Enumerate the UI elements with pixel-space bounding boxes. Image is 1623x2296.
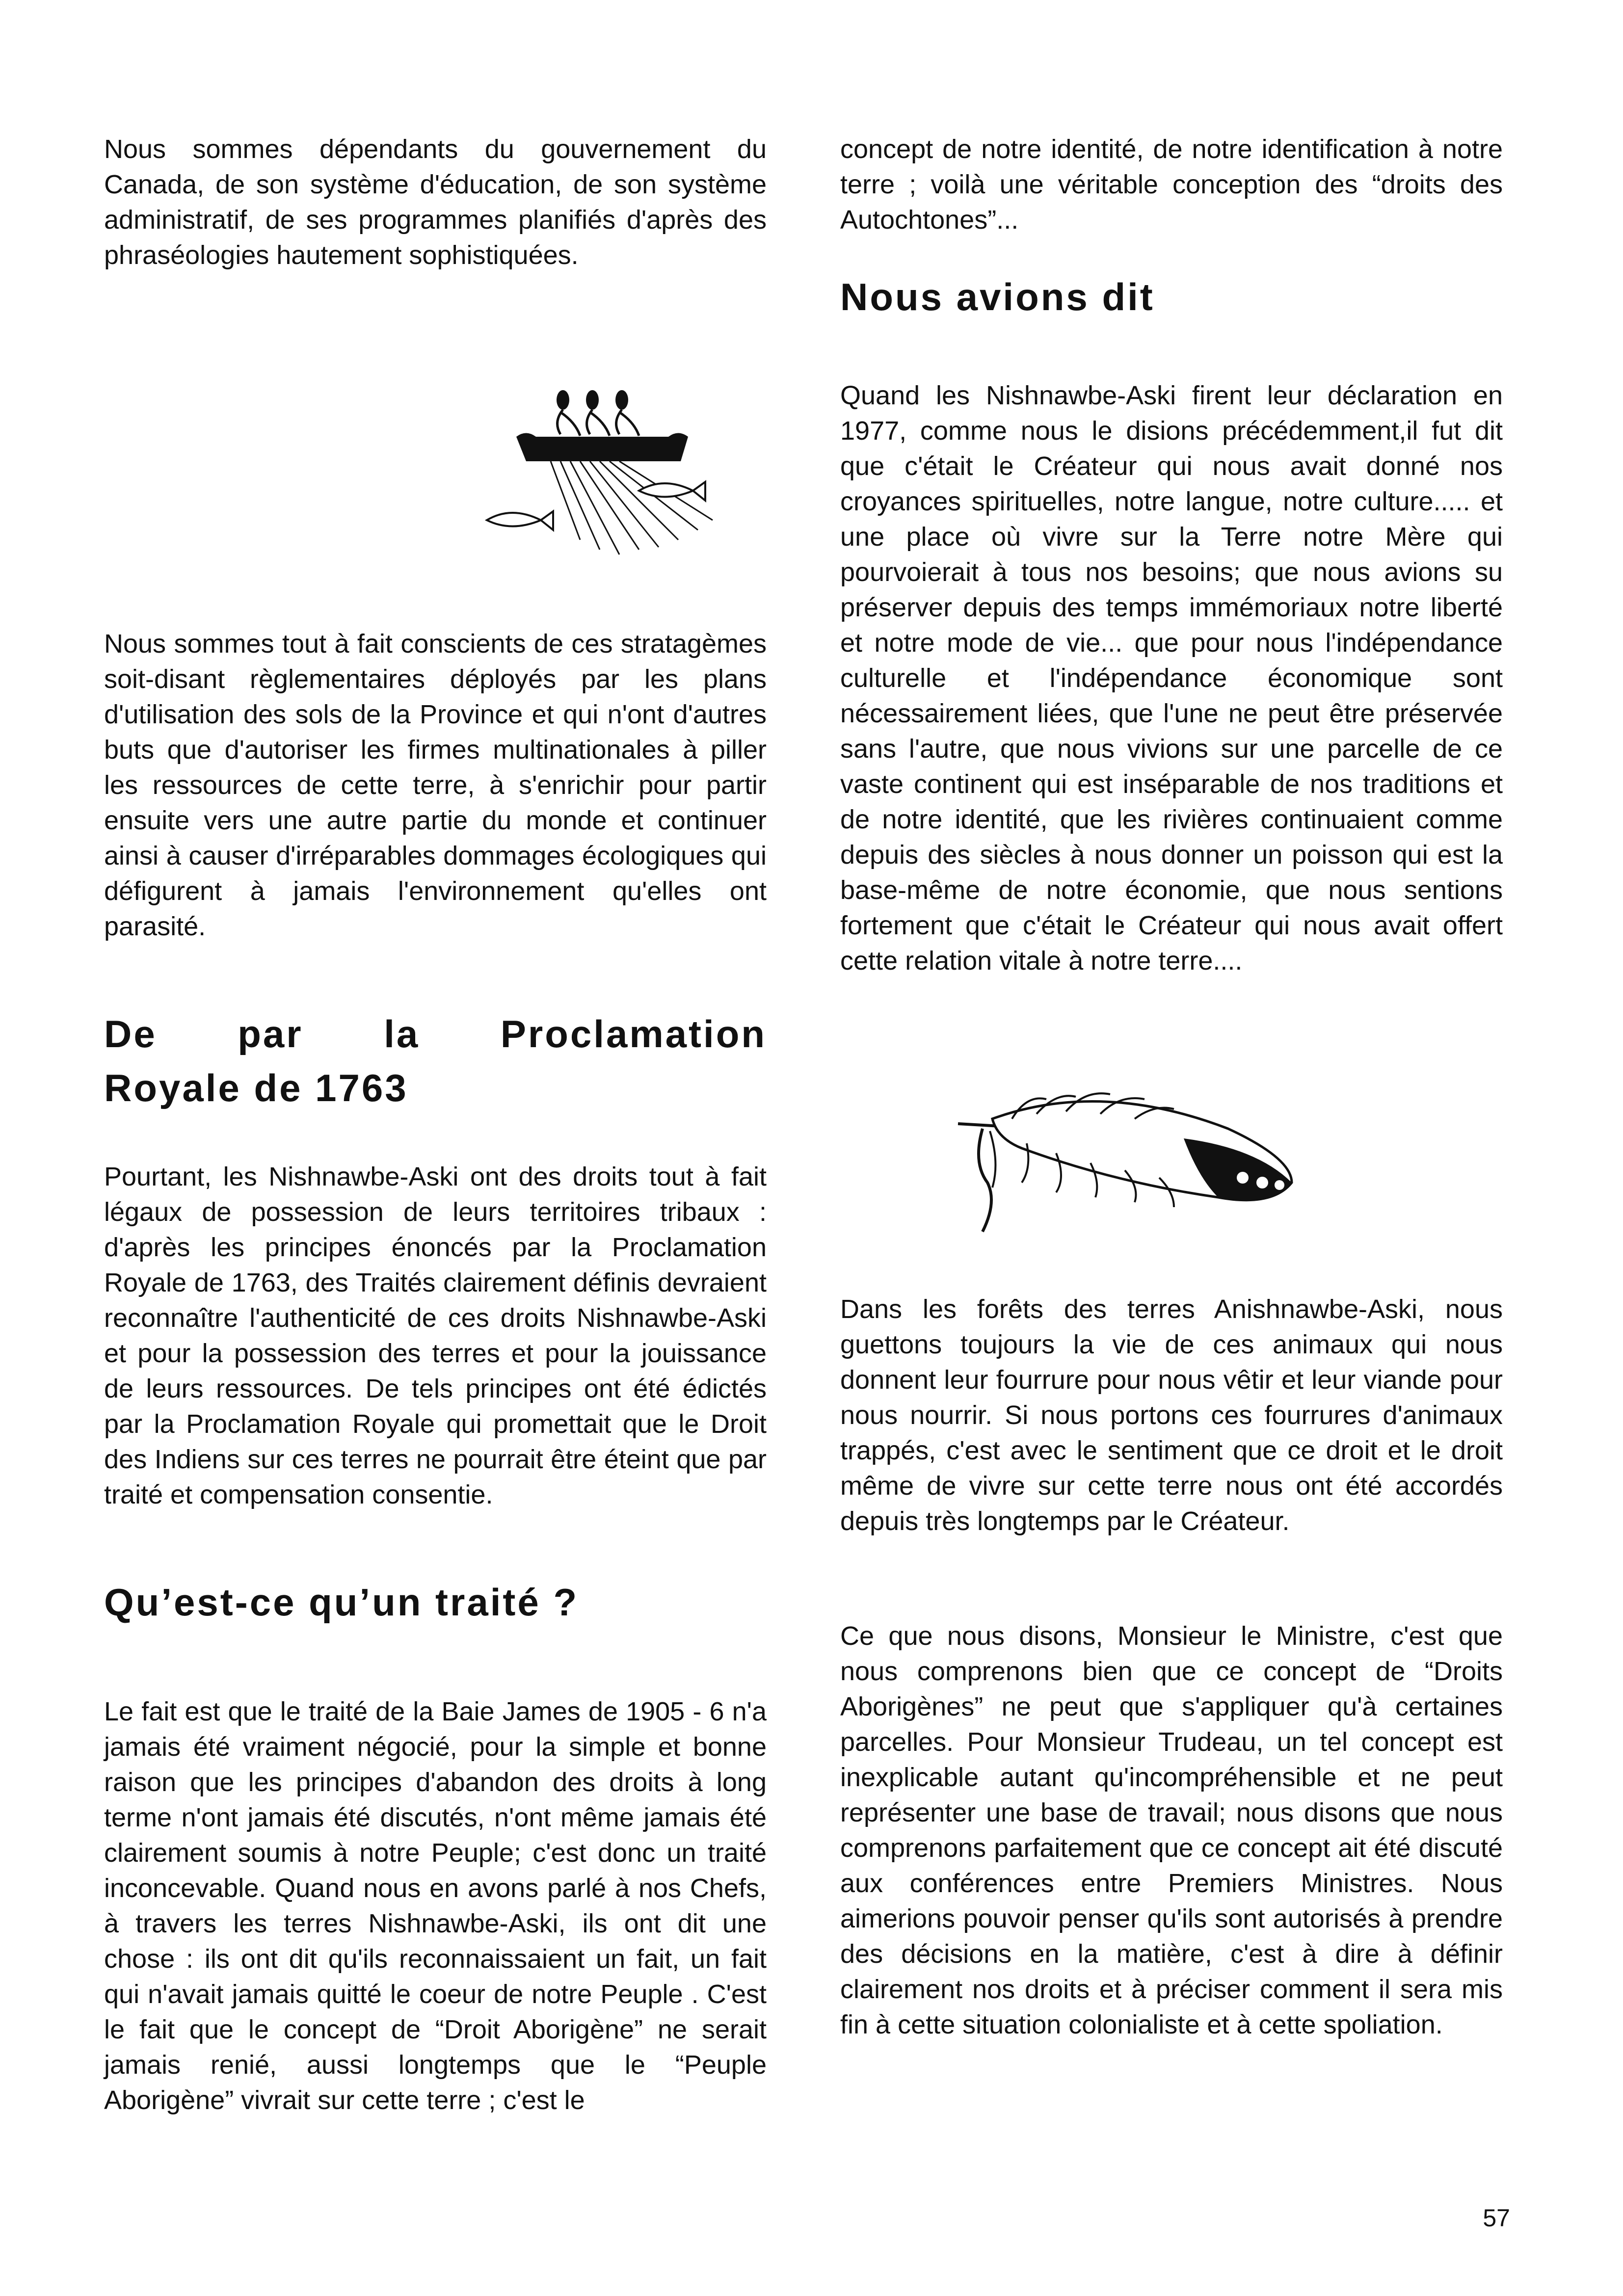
paragraph-baie-james: Le fait est que le traité de la Baie James de 1905 - 6 n'a jamais été vraiment négocié, pour la simple et bonne raison que les principes d'abandon des droits à long terme n'ont jamais été discutés, n'ont même jamais été clairement soumis à notre Peuple; c'est donc un traité inconcevable. Quand nous en avons parlé à nos Chefs, à travers les terres Nishnawbe-Aski, ils ont dit une chose : ils ont dit qu'ils reconnaissaient un fait, un fait qui n'avait jamais quitté le coeur de notre Peuple . C'est le fait que le concept de “Droit Aborigène” ne serait jamais renié, aussi longtemps que le “Peuple Aborigène” vivrait sur cette terre ; c'est le	[104, 1697, 767, 2115]
paragraph-monsieur-ministre: Ce que nous disons, Monsieur le Ministre, c'est que nous comprenons bien que ce concept de “Droits Aborigènes” ne peut que s'appliquer qu'à certaines parcelles. Pour Monsieur Trudeau, un tel concept est inexplicable autant qu'incompréhensible et ne peut représenter une base de travail; nous disons que nous comprenons parfaitement que ce concept ait été discuté aux conférences entre Premiers Ministres. Nous aimerions pouvoir penser qu'ils sont autorisés à prendre des décisions en la matière, c'est à dire à définir clairement nos droits et à préciser comment il sera mis fin à cette situation colonialiste et à cette spoliation.	[840, 1621, 1503, 2039]
feather-icon	[953, 1084, 1311, 1246]
page-number: 57	[1483, 2204, 1510, 2232]
heading-nous-avions-dit: Nous avions dit	[840, 275, 1155, 318]
paragraph-declaration-1977: Quand les Nishnawbe-Aski firent leur déclaration en 1977, comme nous le disions précédemment,il fut dit que c'était le Créateur qui nous avait donné nos croyances spirituelles, notre langue, notre culture..... et une place où vivre sur la Terre notre Mère qui pourvoierait à tous nos besoins; que nous avions su préserver depuis des temps immémoriaux notre liberté et notre mode de vie... que pour nous l'indépendance culturelle et l'indépendance économique sont nécessairement liées, que l'une ne peut être préservée sans l'autre, que nous vivions sur une parcelle de ce vaste continent qui est inséparable de nos traditions et de notre identité, que les rivières continuaient comme depuis des siècles à nous donner un poisson qui est la base-même de notre économie, que nous sentions fortement que c'était le Créateur qui nous avait offert cette relation vitale à notre terre....	[840, 381, 1503, 976]
heading-proclamation-line2: Royale de 1763	[104, 1066, 408, 1109]
paragraph-stratagemes: Nous sommes tout à fait conscients de ces stratagèmes soit-disant règlementaires déployés par les plans d'utilisation des sols de la Province et qui n'ont d'autres buts que d'autoriser les firmes multinationales à piller les ressources de cette terre, à s'enrichir pour partir ensuite vers une autre partie du monde et continuer ainsi à causer d'irréparables dommages écologiques qui défigurent à jamais l'environnement qu'elles ont parasité.	[104, 629, 767, 941]
paragraph-droits-legaux: Pourtant, les Nishnawbe-Aski ont des droits tout à fait légaux de possession de leurs territoires tribaux : d'après les principes énoncés par la Proclamation Royale de 1763, des Traités clairement définis devraient reconnaître l'authenticité de ces droits Nishnawbe-Aski et pour la possession des terres et pour la jouissance de leurs ressources. De tels principes ont été édictés par la Proclamation Royale qui promettait que le Droit des Indiens sur ces terres ne pourrait être éteint que par traité et compensation consentie.	[104, 1162, 767, 1509]
heading-proclamation-line1: De par la Proclamation	[104, 1012, 767, 1056]
canoe-fishing-icon	[457, 383, 762, 569]
heading-traite: Qu’est-ce qu’un traité ?	[104, 1581, 579, 1624]
paragraph-concept-identite: concept de notre identité, de notre identification à notre terre ; voilà une véritable conception des “droits des Autochtones”...	[840, 134, 1503, 235]
paragraph-forets: Dans les forêts des terres Anishnawbe-Aski, nous guettons toujours la vie de ces animaux qui nous donnent leur fourrure pour nous vêtir et leur viande pour nous nourrir. Si nous portons ces fourrures d'animaux trappés, c'est avec le sentiment que ce droit et le droit même de vivre sur cette terre nous ont été accordés depuis très longtemps par le Créateur.	[840, 1294, 1503, 1536]
paragraph-dependants: Nous sommes dépendants du gouvernement du Canada, de son système d'éducation, de son système administratif, de ses programmes planifiés d'après des phraséologies hautement sophistiquées.	[104, 134, 767, 270]
